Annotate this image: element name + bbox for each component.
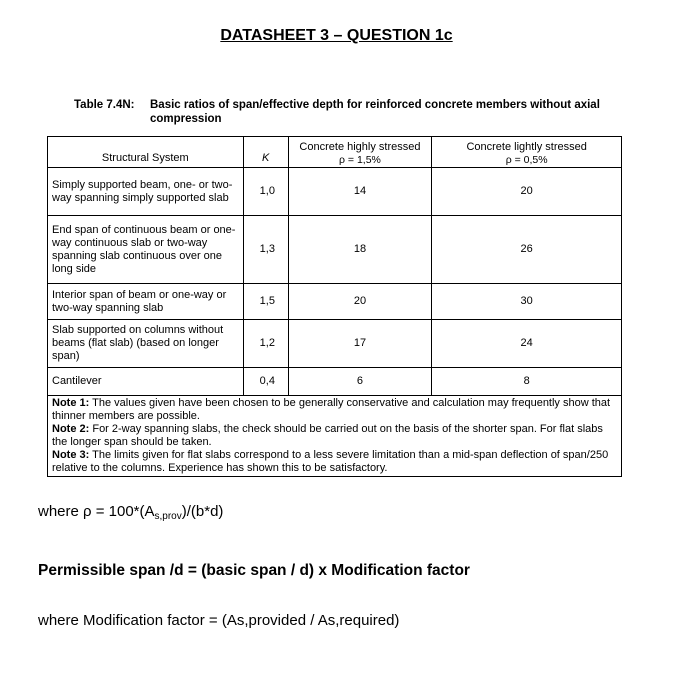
header-highly-stressed [288,137,432,168]
cell-highly-stressed: 17 [288,320,432,368]
cell-lightly-stressed: 24 [432,320,622,368]
note-3-text: The limits given for flat slabs correspond to a less severe limitation than a mid-span deflection of span/250 relative to the columns. Experience has shown this to be satisfactory. [52,449,609,474]
cell-lightly-stressed: 30 [432,284,622,320]
cell-k: 1,2 [243,320,288,368]
table-notes-row [48,396,622,477]
span-depth-table [47,136,622,477]
cell-k: 0,4 [243,368,288,396]
cell-structural-system: Simply supported beam, one- or two-way spanning simply supported slab [48,168,244,216]
cell-highly-stressed: 6 [288,368,432,396]
header-k: K [243,137,288,168]
rho-formula-prefix: where ρ = 100*(A [38,503,155,520]
table-row [48,320,622,368]
page-title: DATASHEET 3 – QUESTION 1c [220,27,453,44]
cell-structural-system: Cantilever [48,368,244,396]
header-highly-stressed-rho: ρ = 1,5% [339,154,381,166]
header-lightly-stressed-rho: ρ = 0,5% [505,154,548,166]
cell-highly-stressed: 18 [288,216,432,284]
header-lightly-stressed-title: Concrete lightly stressed [466,141,587,153]
cell-lightly-stressed: 26 [432,216,622,284]
note-2-text: For 2-way spanning slabs, the check should be carried out on the basis of the shorter span. For flat slabs the longer span should be taken. [52,423,603,448]
table-notes [48,396,622,477]
cell-structural-system: Slab supported on columns without beams (flat slab) (based on longer span) [48,320,244,368]
note-2 [52,423,617,449]
cell-lightly-stressed: 20 [432,168,622,216]
cell-highly-stressed: 14 [288,168,432,216]
permissible-span-formula: Permissible span /d = (basic span / d) x Modification factor [38,562,470,579]
table-caption-label: Table 7.4N: [74,99,135,111]
header-structural-system: Structural System [48,137,244,168]
table-row [48,284,622,320]
cell-k: 1,0 [243,168,288,216]
note-2-label: Note 2: [52,423,90,435]
modification-factor-formula: where Modification factor = (As,provided / As,required) [38,612,400,629]
table-caption-text: Basic ratios of span/effective depth for reinforced concrete members without axial compression [150,99,600,125]
cell-k: 1,3 [243,216,288,284]
cell-highly-stressed: 20 [288,284,432,320]
header-highly-stressed-title: Concrete highly stressed [299,141,421,153]
table-header-row [48,137,622,168]
table-row [48,368,622,396]
note-1 [52,397,617,423]
note-1-text: The values given have been chosen to be generally conservative and calculation may frequently show that thinner members are possible. [52,397,611,422]
rho-formula-subscript: s,prov [154,511,182,522]
rho-formula [38,503,223,522]
note-3-label: Note 3: [52,449,90,461]
note-3 [52,449,617,475]
table-row [48,168,622,216]
table-row [48,216,622,284]
cell-lightly-stressed: 8 [432,368,622,396]
cell-k: 1,5 [243,284,288,320]
cell-structural-system: End span of continuous beam or one-way continuous slab or two-way spanning slab continuous over one long side [48,216,244,284]
header-lightly-stressed [432,137,622,168]
note-1-label: Note 1: [52,397,90,409]
cell-structural-system: Interior span of beam or one-way or two-way spanning slab [48,284,244,320]
rho-formula-suffix: )/(b*d) [181,503,224,520]
